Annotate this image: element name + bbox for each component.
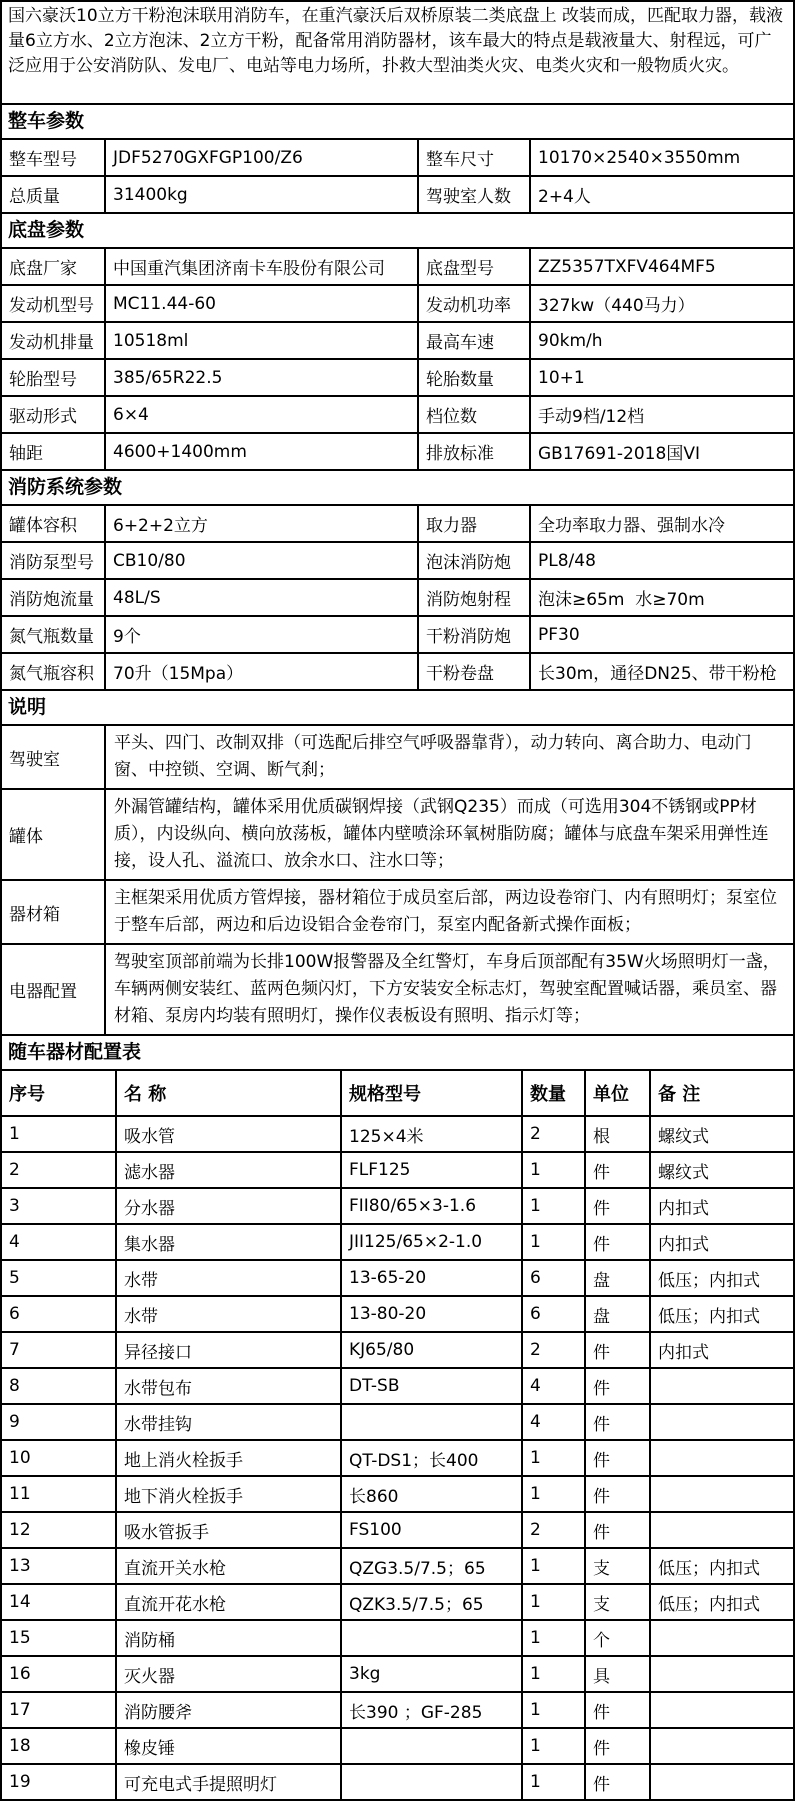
section-title: 消防系统参数: [2, 471, 793, 506]
spec-value: 90km/h: [538, 330, 603, 351]
table-row: [2, 1621, 793, 1657]
spec-row: [2, 580, 793, 617]
item-spec: FS100: [342, 1513, 523, 1547]
row-index: 18: [2, 1729, 117, 1763]
item-name: 水带挂钩: [117, 1405, 342, 1439]
item-name: 吸水管: [117, 1117, 342, 1151]
table-row: [2, 1333, 793, 1369]
spec-label: 发动机排量: [2, 323, 106, 358]
item-spec: [342, 1765, 523, 1799]
row-index: 10: [2, 1441, 117, 1475]
item-unit: 件: [586, 1333, 651, 1367]
item-name: 水带包布: [117, 1369, 342, 1403]
row-index: 11: [2, 1477, 117, 1511]
table-row: [2, 1189, 793, 1225]
table-row: [2, 1549, 793, 1585]
spec-label: 泡沫消防炮: [419, 543, 531, 578]
item-note: [651, 1477, 793, 1511]
row-index: 4: [2, 1225, 117, 1259]
row-index: 13: [2, 1549, 117, 1583]
item-unit: 件: [586, 1729, 651, 1763]
spec-label: 消防泵型号: [2, 543, 106, 578]
item-name: 灭火器: [117, 1657, 342, 1691]
item-qty: 2: [523, 1117, 586, 1151]
spec-value: 10+1: [538, 367, 585, 388]
spec-label: 驾驶室人数: [419, 177, 531, 212]
note-label: 罐体: [2, 790, 106, 879]
notes-row: [2, 881, 793, 945]
item-spec: JII125/65×2-1.0: [342, 1225, 523, 1259]
spec-value: 2+4人: [538, 187, 591, 207]
item-unit: 盘: [586, 1297, 651, 1331]
equipment-table-title: 随车器材配置表: [2, 1036, 793, 1071]
item-unit: 件: [586, 1189, 651, 1223]
item-name: 水带: [117, 1261, 342, 1295]
spec-label: 氮气瓶数量: [2, 617, 106, 652]
item-note: 低压；内扣式: [658, 1594, 760, 1615]
table-row: [2, 1729, 793, 1765]
spec-value: CB10/80: [106, 543, 419, 578]
item-note: [651, 1369, 793, 1403]
spec-label: 最高车速: [419, 323, 531, 358]
item-spec: QZK3.5/7.5；65: [342, 1585, 523, 1619]
spec-label: 取力器: [419, 506, 531, 541]
item-note: 低压；内扣式: [658, 1558, 760, 1579]
notes-section-title: 说明: [2, 691, 793, 726]
item-qty: 6: [523, 1297, 586, 1331]
item-qty: 6: [523, 1261, 586, 1295]
item-note: [651, 1729, 793, 1763]
item-name: 分水器: [117, 1189, 342, 1223]
spec-label: 总质量: [2, 177, 106, 212]
item-note: 螺纹式: [658, 1126, 709, 1147]
notes-row: [2, 945, 793, 1036]
spec-row: [2, 397, 793, 434]
item-name: 消防桶: [117, 1621, 342, 1655]
item-spec: FLF125: [342, 1153, 523, 1187]
column-header: 序号: [2, 1071, 117, 1115]
spec-row: [2, 434, 793, 471]
spec-label: 发动机型号: [2, 286, 106, 321]
spec-sections: [2, 105, 793, 691]
item-note: 内扣式: [658, 1198, 709, 1219]
note-label: 器材箱: [2, 881, 106, 943]
spec-row: [2, 506, 793, 543]
item-spec: 13-80-20: [342, 1297, 523, 1331]
spec-value: 6×4: [106, 397, 419, 432]
spec-value: GB17691-2018国VI: [538, 444, 700, 464]
item-spec: 长390 ；GF-285: [342, 1693, 523, 1727]
spec-label: 轮胎数量: [419, 360, 531, 395]
item-unit: 支: [586, 1549, 651, 1583]
item-qty: 2: [523, 1513, 586, 1547]
item-unit: 件: [586, 1693, 651, 1727]
spec-value: JDF5270GXFGP100/Z6: [106, 140, 419, 175]
item-note: [651, 1657, 793, 1691]
notes-row: [2, 726, 793, 790]
spec-value: 手动9档/12档: [538, 407, 645, 427]
equipment-header-row: [2, 1071, 793, 1117]
spec-value: 6+2+2立方: [106, 506, 419, 541]
row-index: 14: [2, 1585, 117, 1619]
item-name: 吸水管扳手: [117, 1513, 342, 1547]
spec-row: [2, 323, 793, 360]
section-title: 整车参数: [2, 105, 793, 140]
item-spec: DT-SB: [342, 1369, 523, 1403]
item-name: 地上消火栓扳手: [117, 1441, 342, 1475]
item-unit: 件: [586, 1441, 651, 1475]
item-name: 可充电式手提照明灯: [117, 1765, 342, 1799]
spec-row: [2, 617, 793, 654]
spec-label: 排放标准: [419, 434, 531, 469]
item-spec: FII80/65×3-1.6: [342, 1189, 523, 1223]
spec-value: 10170×2540×3550mm: [538, 147, 741, 168]
item-unit: 件: [586, 1765, 651, 1799]
spec-value: 4600+1400mm: [106, 434, 419, 469]
spec-value: 385/65R22.5: [106, 360, 419, 395]
item-unit: 件: [586, 1369, 651, 1403]
item-unit: 件: [586, 1225, 651, 1259]
item-note: 内扣式: [658, 1234, 709, 1255]
spec-value: MC11.44-60: [106, 286, 419, 321]
spec-value: 长30m，通径DN25、带干粉枪: [538, 664, 777, 684]
spec-value: 327kw（440马力）: [538, 296, 695, 316]
spec-label: 消防炮流量: [2, 580, 106, 615]
item-name: 集水器: [117, 1225, 342, 1259]
item-note: [651, 1513, 793, 1547]
item-note: [651, 1621, 793, 1655]
row-index: 7: [2, 1333, 117, 1367]
row-index: 8: [2, 1369, 117, 1403]
item-spec: 长860: [342, 1477, 523, 1511]
item-note: [651, 1441, 793, 1475]
item-unit: 个: [586, 1621, 651, 1655]
item-unit: 根: [586, 1117, 651, 1151]
row-index: 6: [2, 1297, 117, 1331]
row-index: 17: [2, 1693, 117, 1727]
spec-value: ZZ5357TXFV464MF5: [538, 256, 716, 277]
spec-row: [2, 654, 793, 691]
table-row: [2, 1297, 793, 1333]
spec-label: 驱动形式: [2, 397, 106, 432]
table-row: [2, 1513, 793, 1549]
spec-value: 全功率取力器、强制水冷: [538, 516, 725, 536]
note-text: 平头、四门、改制双排（可选配后排空气呼吸器靠背），动力转向、离合助力、电动门窗、中控锁、空调、断气刹；: [114, 733, 752, 780]
table-row: [2, 1117, 793, 1153]
column-header: 数量: [523, 1071, 586, 1115]
item-qty: 4: [523, 1405, 586, 1439]
spec-label: 档位数: [419, 397, 531, 432]
item-spec: [342, 1405, 523, 1439]
item-unit: 件: [586, 1153, 651, 1187]
spec-row: [2, 286, 793, 323]
spec-label: 消防炮射程: [419, 580, 531, 615]
note-label: 驾驶室: [2, 726, 106, 788]
note-text: 驾驶室顶部前端为长排100W报警器及全红警灯，车身后顶部配有35W火场照明灯一盏，车辆两侧安装红、蓝两色频闪灯，下方安装安全标志灯，驾驶室配置喊话器，乘员室、器材箱、泵房内均装有照明灯，操作仪表板设有照明、指示灯等；: [114, 952, 780, 1026]
item-spec: [342, 1621, 523, 1655]
item-note: 低压；内扣式: [658, 1270, 760, 1291]
table-row: [2, 1153, 793, 1189]
item-qty: 1: [523, 1441, 586, 1475]
row-index: 1: [2, 1117, 117, 1151]
item-note: [651, 1765, 793, 1799]
spec-row: [2, 360, 793, 397]
item-name: 水带: [117, 1297, 342, 1331]
table-row: [2, 1477, 793, 1513]
item-spec: QT-DS1；长400: [342, 1441, 523, 1475]
row-index: 5: [2, 1261, 117, 1295]
spec-value: 70升（15Mpa）: [106, 654, 419, 689]
item-spec: [342, 1729, 523, 1763]
item-name: 直流开花水枪: [117, 1585, 342, 1619]
section-title: 底盘参数: [2, 214, 793, 249]
spec-value: 48L/S: [106, 580, 419, 615]
spec-label: 干粉消防炮: [419, 617, 531, 652]
item-spec: 13-65-20: [342, 1261, 523, 1295]
spec-value: 31400kg: [106, 177, 419, 212]
intro-paragraph: 国六豪沃10立方干粉泡沫联用消防车，在重汽豪沃后双桥原装二类底盘上 改装而成，匹配取力器，载液量6立方水、2立方泡沫、2立方干粉，配备常用消防器材，该车最大的特点是载液量大、射程远，可广泛应用于公安消防队、发电厂、电站等电力场所，扑救大型油类火灾、电类火灾和一般物质火灾。: [2, 2, 793, 105]
spec-label: 罐体容积: [2, 506, 106, 541]
item-note: [651, 1405, 793, 1439]
item-unit: 支: [586, 1585, 651, 1619]
item-name: 消防腰斧: [117, 1693, 342, 1727]
spec-row: [2, 543, 793, 580]
item-qty: 1: [523, 1189, 586, 1223]
row-index: 19: [2, 1765, 117, 1799]
spec-row: [2, 177, 793, 214]
table-row: [2, 1369, 793, 1405]
spec-label: 发动机功率: [419, 286, 531, 321]
column-header: 规格型号: [342, 1071, 523, 1115]
item-qty: 1: [523, 1153, 586, 1187]
item-qty: 1: [523, 1693, 586, 1727]
spec-row: [2, 249, 793, 286]
table-row: [2, 1405, 793, 1441]
row-index: 9: [2, 1405, 117, 1439]
item-qty: 1: [523, 1657, 586, 1691]
spec-label: 氮气瓶容积: [2, 654, 106, 689]
column-header: 备 注: [658, 1084, 701, 1105]
spec-label: 整车尺寸: [419, 140, 531, 175]
item-note: 低压；内扣式: [658, 1306, 760, 1327]
item-qty: 2: [523, 1333, 586, 1367]
item-name: 直流开关水枪: [117, 1549, 342, 1583]
item-name: 异径接口: [117, 1333, 342, 1367]
spec-label: 整车型号: [2, 140, 106, 175]
table-row: [2, 1441, 793, 1477]
equipment-table: [2, 1071, 793, 1801]
item-qty: 1: [523, 1585, 586, 1619]
column-header: 名 称: [117, 1071, 342, 1115]
table-row: [2, 1585, 793, 1621]
item-unit: 件: [586, 1405, 651, 1439]
item-name: 地下消火栓扳手: [117, 1477, 342, 1511]
item-qty: 1: [523, 1225, 586, 1259]
item-qty: 4: [523, 1369, 586, 1403]
item-spec: QZG3.5/7.5；65: [342, 1549, 523, 1583]
item-spec: 3kg: [342, 1657, 523, 1691]
item-note: 内扣式: [658, 1342, 709, 1363]
spec-label: 底盘厂家: [2, 249, 106, 284]
note-text: 主框架采用优质方管焊接，器材箱位于成员室后部，两边设卷帘门、内有照明灯；泵室位于整车后部，两边和后边设铝合金卷帘门，泵室内配备新式操作面板；: [114, 888, 777, 935]
item-note: 螺纹式: [658, 1162, 709, 1183]
item-unit: 件: [586, 1477, 651, 1511]
spec-row: [2, 140, 793, 177]
row-index: 16: [2, 1657, 117, 1691]
table-row: [2, 1693, 793, 1729]
column-header: 单位: [586, 1071, 651, 1115]
item-name: 滤水器: [117, 1153, 342, 1187]
row-index: 15: [2, 1621, 117, 1655]
spec-value: 中国重汽集团济南卡车股份有限公司: [106, 249, 419, 284]
item-unit: 盘: [586, 1261, 651, 1295]
row-index: 12: [2, 1513, 117, 1547]
row-index: 2: [2, 1153, 117, 1187]
table-row: [2, 1765, 793, 1801]
row-index: 3: [2, 1189, 117, 1223]
spec-label: 轴距: [2, 434, 106, 469]
item-unit: 件: [586, 1513, 651, 1547]
spec-value: PF30: [538, 624, 580, 645]
spec-value: 10518ml: [106, 323, 419, 358]
table-row: [2, 1261, 793, 1297]
table-row: [2, 1225, 793, 1261]
spec-value: 泡沫≥65m 水≥70m: [538, 590, 705, 610]
item-qty: 1: [523, 1621, 586, 1655]
item-qty: 1: [523, 1765, 586, 1799]
table-row: [2, 1657, 793, 1693]
item-qty: 1: [523, 1729, 586, 1763]
item-name: 橡皮锤: [117, 1729, 342, 1763]
note-label: 电器配置: [2, 945, 106, 1034]
spec-value: PL8/48: [538, 550, 596, 571]
item-unit: 具: [586, 1657, 651, 1691]
item-note: [651, 1693, 793, 1727]
item-qty: 1: [523, 1477, 586, 1511]
spec-label: 底盘型号: [419, 249, 531, 284]
item-spec: KJ65/80: [342, 1333, 523, 1367]
item-qty: 1: [523, 1549, 586, 1583]
spec-label: 干粉卷盘: [419, 654, 531, 689]
notes-section: [2, 726, 793, 1036]
item-spec: 125×4米: [342, 1117, 523, 1151]
notes-row: [2, 790, 793, 881]
note-text: 外漏管罐结构，罐体采用优质碳钢焊接（武钢Q235）而成（可选用304不锈钢或PP材质），内设纵向、横向放荡板，罐体内壁喷涂环氧树脂防腐；罐体与底盘车架采用弹性连接，设人孔、溢流口、放余水口、注水口等；: [114, 797, 769, 871]
spec-value: 9个: [106, 617, 419, 652]
spec-label: 轮胎型号: [2, 360, 106, 395]
